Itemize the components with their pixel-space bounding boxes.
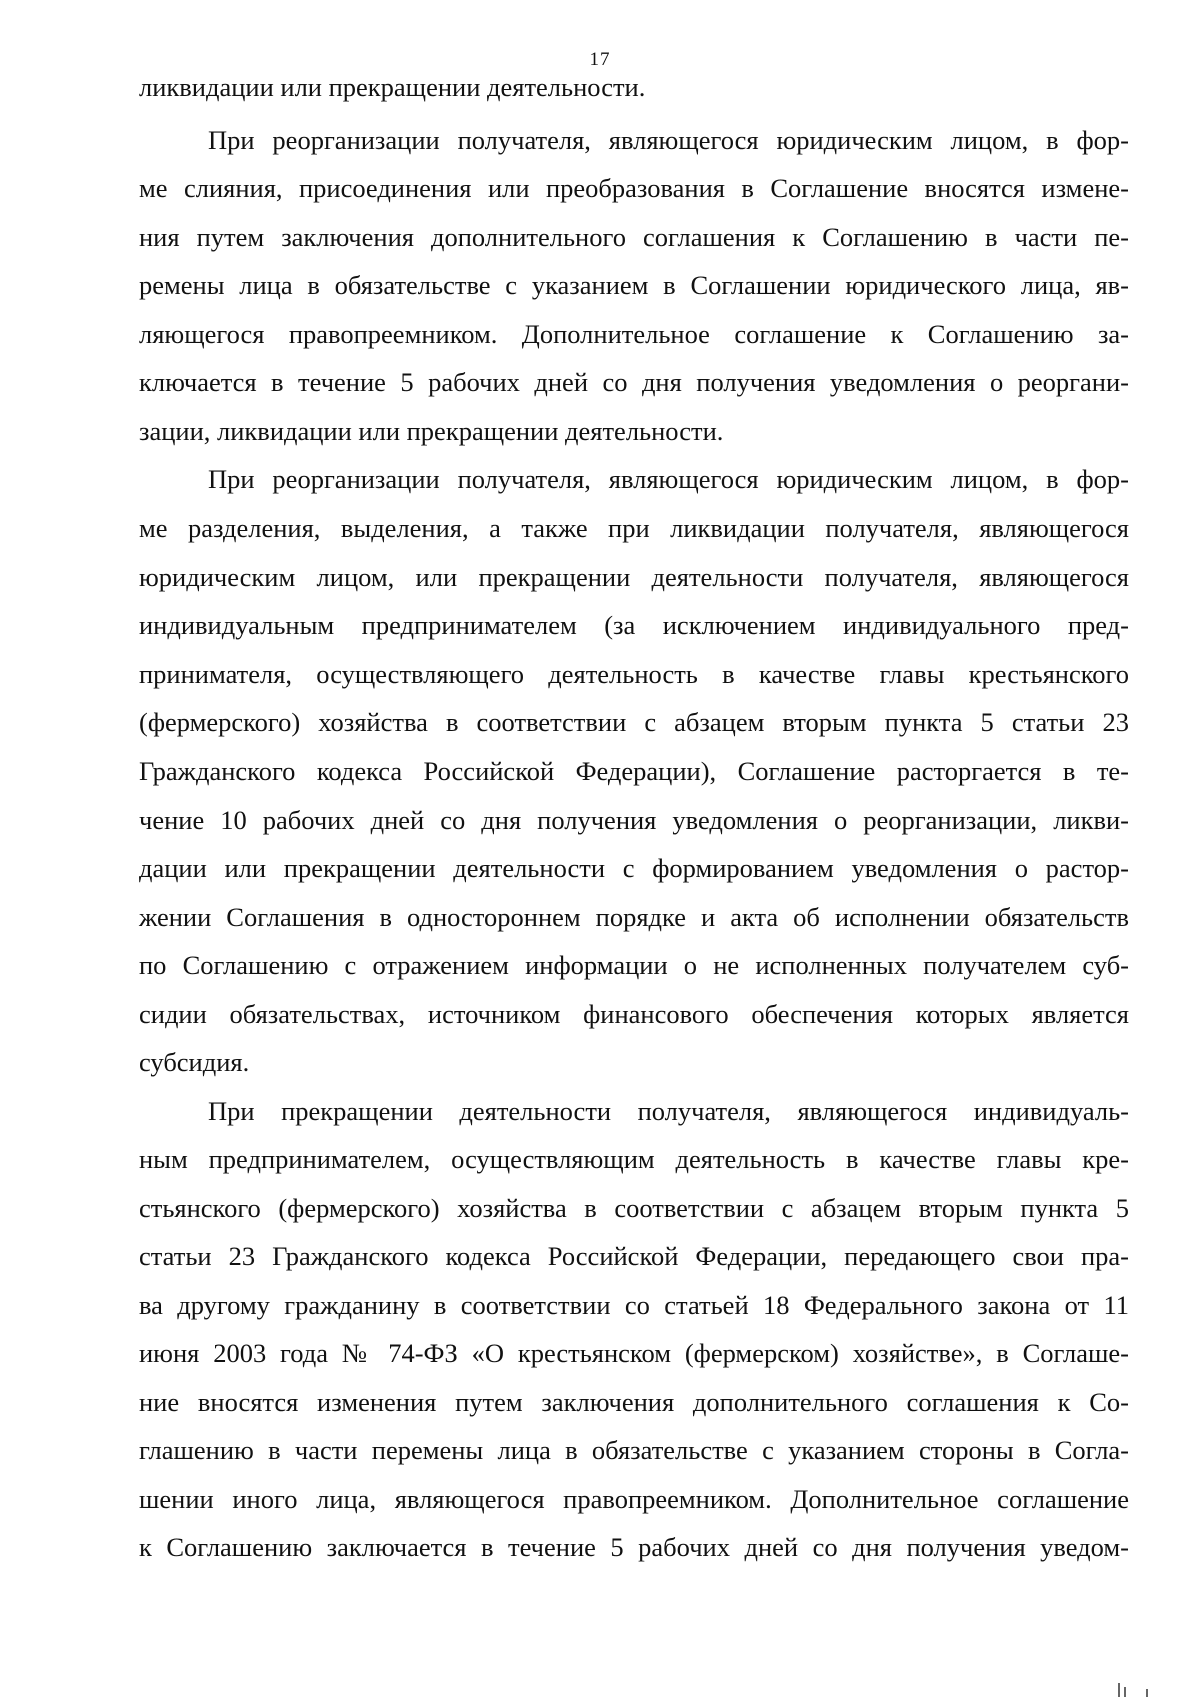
text-line: индивидуальным предпринимателем (за исключением индивидуального пред-	[139, 610, 1129, 640]
paragraph-first-line: При прекращении деятельности получателя, являющегося индивидуаль-	[208, 1096, 1129, 1126]
text-line: юридическим лицом, или прекращении деятельности получателя, являющегося	[139, 562, 1129, 592]
text-line: статьи 23 Гражданского кодекса Российской Федерации, передающего свои пра-	[139, 1241, 1129, 1271]
text-line: жении Соглашения в одностороннем порядке и акта об исполнении обязательств	[139, 902, 1129, 932]
text-line: сидии обязательствах, источником финансового обеспечения которых является	[139, 999, 1129, 1029]
paragraph-first-line: При реорганизации получателя, являющегося юридическим лицом, в фор-	[208, 464, 1129, 494]
text-line: чение 10 рабочих дней со дня получения уведомления о реорганизации, ликви-	[139, 805, 1129, 835]
text-line: ме слияния, присоединения или преобразования в Соглашение вносятся измене-	[139, 173, 1129, 203]
text-line: по Соглашению с отражением информации о не исполненных получателем суб-	[139, 950, 1129, 980]
text-line: субсидия.	[139, 1047, 250, 1077]
text-line: дации или прекращении деятельности с формированием уведомления о растор-	[139, 853, 1129, 883]
text-line: июня 2003 года № 74-ФЗ «О крестьянском (фермерском) хозяйстве», в Соглаше-	[139, 1338, 1129, 1368]
paragraph-first-line: При реорганизации получателя, являющегося юридическим лицом, в фор-	[208, 125, 1129, 155]
text-line: ние вносятся изменения путем заключения дополнительного соглашения к Со-	[139, 1387, 1129, 1417]
text-line: ликвидации или прекращении деятельности.	[139, 72, 646, 102]
text-line: ключается в течение 5 рабочих дней со дня получения уведомления о реоргани-	[139, 367, 1129, 397]
scan-artifact	[1118, 1683, 1120, 1697]
text-line: зации, ликвидации или прекращении деятельности.	[139, 416, 724, 446]
text-line: глашению в части перемены лица в обязательстве с указанием стороны в Согла-	[139, 1435, 1129, 1465]
text-line: ремены лица в обязательстве с указанием в Соглашении юридического лица, яв-	[139, 270, 1129, 300]
text-line: ва другому гражданину в соответствии со статьей 18 Федерального закона от 11	[139, 1290, 1129, 1320]
text-line: ным предпринимателем, осуществляющим деятельность в качестве главы кре-	[139, 1144, 1129, 1174]
text-line: (фермерского) хозяйства в соответствии с абзацем вторым пункта 5 статьи 23	[139, 707, 1129, 737]
scan-artifact	[1146, 1689, 1148, 1697]
text-line: Гражданского кодекса Российской Федерации), Соглашение расторгается в те-	[139, 756, 1129, 786]
text-line: шении иного лица, являющегося правопреемником. Дополнительное соглашение	[139, 1484, 1129, 1514]
text-line: стьянского (фермерского) хозяйства в соответствии с абзацем вторым пункта 5	[139, 1193, 1129, 1223]
text-line: к Соглашению заключается в течение 5 рабочих дней со дня получения уведом-	[139, 1532, 1129, 1562]
page-number: 17	[589, 49, 611, 70]
scan-artifact	[1124, 1687, 1126, 1697]
text-line: ляющегося правопреемником. Дополнительное соглашение к Соглашению за-	[139, 319, 1129, 349]
text-line: ме разделения, выделения, а также при ликвидации получателя, являющегося	[139, 513, 1129, 543]
text-line: ния путем заключения дополнительного соглашения к Соглашению в части пе-	[139, 222, 1129, 252]
text-line: принимателя, осуществляющего деятельность в качестве главы крестьянского	[139, 659, 1129, 689]
